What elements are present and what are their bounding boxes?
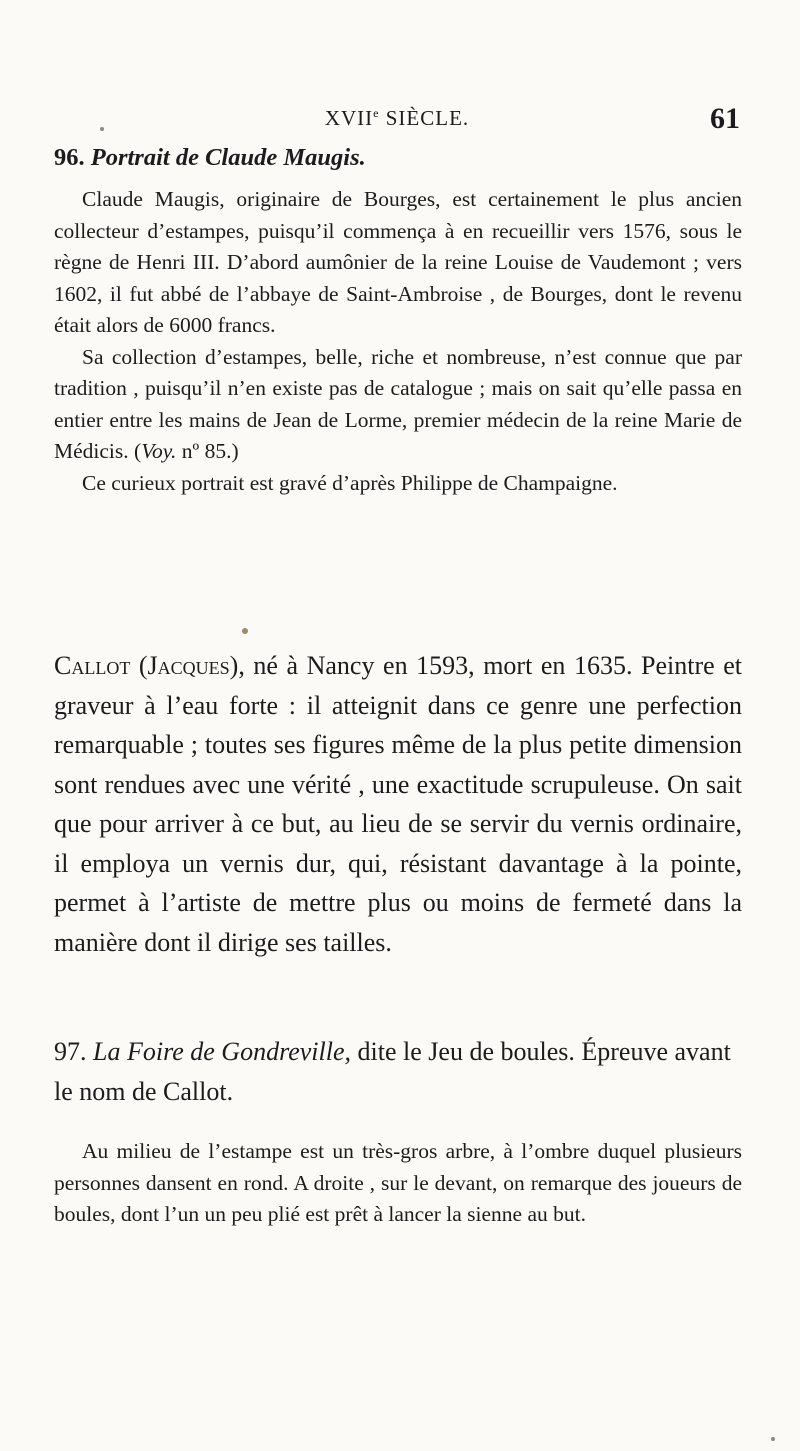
entry-96-heading: [54, 142, 742, 174]
entry-96-paragraph-2-text: Sa collection d’estampes, belle, riche et nombreuse, n’est connue que par tradition , puisqu’il n’en existe pas de catalogue ; mais on sait qu’elle passa en entier entre les mains de Jean de Lorme, premier médecin de la reine Marie de Médicis. (: [54, 344, 742, 463]
entry-97-body: [54, 1136, 742, 1231]
entry-97-title-rest: dite le Jeu de boules. Épreuve avant le nom de Callot.: [54, 1037, 731, 1106]
entry-97-description: Au milieu de l’estampe est un très-gros arbre, à l’ombre duquel plusieurs personnes dansent en rond. A droite , sur le devant, on remarque des joueurs de boules, dont l’un un peu plié est prêt à lancer la sienne au but.: [54, 1139, 742, 1226]
entry-96-paragraph-3: Ce curieux portrait est gravé d’après Philippe de Champaigne.: [82, 470, 618, 495]
entry-97-heading-text: [54, 1032, 742, 1112]
callot-biography: [54, 646, 742, 962]
entry-96-paragraph-1: Claude Maugis, originaire de Bourges, est certainement le plus ancien collecteur d’estampes, puisqu’il commença à en recueillir vers 1576, sous le règne de Henri III. D’abord aumônier de la reine Louise de Vaudemont ; vers 1602, il fut abbé de l’abbaye de Saint-Ambroise , de Bourges, dont le revenu était alors de 6000 francs.: [54, 187, 742, 337]
entry-96-title: Portrait de Claude Maugis.: [90, 144, 366, 171]
entry-97-title: La Foire de Gondreville,: [93, 1037, 352, 1066]
print-speck: [771, 1437, 775, 1441]
callot-paragraph: [54, 646, 742, 962]
entry-96-voy: Voy.: [141, 439, 177, 463]
print-speck: [100, 127, 104, 131]
entry-96-body: [54, 184, 742, 499]
entry-96-number: 96.: [54, 144, 91, 171]
running-title: [54, 106, 740, 131]
entry-96-paragraph-2: [54, 342, 742, 468]
entry-96-reference: nº 85.): [176, 439, 239, 463]
running-head: [54, 102, 740, 136]
ornament-dot: [242, 628, 248, 634]
page-number: 61: [710, 102, 740, 135]
entry-97-number: 97.: [54, 1037, 93, 1066]
running-title-prefix: XVII: [324, 106, 374, 130]
entry-97-heading: [54, 1032, 742, 1112]
artist-name: Callot (Jacques),: [54, 651, 245, 680]
running-title-suffix: SIÈCLE.: [379, 106, 470, 130]
artist-bio: né à Nancy en 1593, mort en 1635. Peintre et graveur à l’eau forte : il atteignit dans ce genre une perfection remarquable ; toutes ses figures même de la plus petite dimension sont rendues avec une vérité , une exactitude scrupuleuse. On sait que pour arriver à ce but, au lieu de se servir du vernis ordinaire, il employa un vernis dur, qui, résistant davantage à la pointe, permet à l’artiste de mettre plus ou moins de fermeté dans la manière dont il dirige ses tailles.: [54, 651, 742, 957]
running-title-sup: e: [373, 106, 380, 120]
